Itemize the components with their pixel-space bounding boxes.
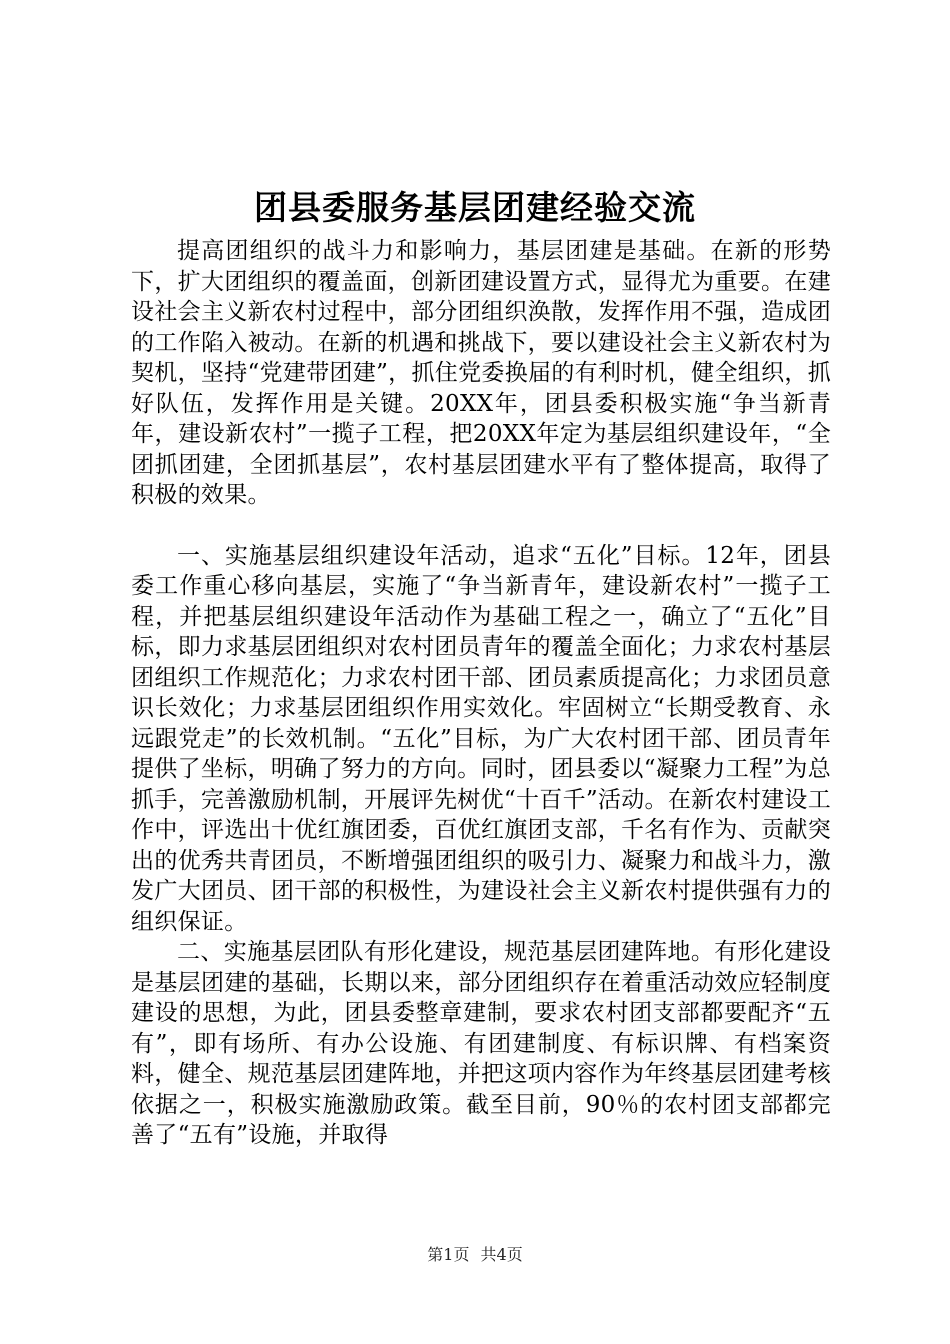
page-total: 共4页 [480,1245,523,1264]
paragraph-intro: 提高团组织的战斗力和影响力，基层团建是基础。在新的形势下，扩大团组织的覆盖面，创新团建设置方式，显得尤为重要。在建设社会主义新农村过程中，部分团组织涣散，发挥作用不强，造成团的工作陷入被动。在新的机遇和挑战下，要以建设社会主义新农村为契机，坚持“党建带团建”，抓住党委换届的有利时机，健全组织，抓好队伍，发挥作用是关键。20XX年，团县委积极实施“争当新青年，建设新农村”一揽子工程，把20XX年定为基层组织建设年，“全团抓团建，全团抓基层”，农村基层团建水平有了整体提高，取得了积极的效果。 [131,238,831,508]
document-title: 团县委服务基层团建经验交流 [254,188,696,227]
page-footer [0,1245,950,1265]
page-number: 第1页 [427,1245,470,1264]
paragraph-section-one: 一、实施基层组织建设年活动，追求“五化”目标。12年，团县委工作重心移向基层，实施了“争当新青年，建设新农村”一揽子工程，并把基层组织建设年活动作为基础工程之一，确立了“五化”目标，即力求基层团组织对农村团员青年的覆盖全面化；力求农村基层团组织工作规范化；力求农村团干部、团员素质提高化；力求团员意识长效化；力求基层团组织作用实效化。牢固树立“长期受教育、永远跟党走”的长效机制。“五化”目标，为广大农村团干部、团员青年提供了坐标，明确了努力的方向。同时，团县委以“凝聚力工程”为总抓手，完善激励机制，开展评先树优“十百千”活动。在新农村建设工作中，评选出十优红旗团委，百优红旗团支部，千名有作为、贡献突出的优秀共青团员，不断增强团组织的吸引力、凝聚力和战斗力，激发广大团员、团干部的积极性，为建设社会主义新农村提供强有力的组织保证。 [131,542,831,935]
document-body [131,236,831,1151]
paragraph-section-two: 二、实施基层团队有形化建设，规范基层团建阵地。有形化建设是基层团建的基础，长期以来，部分团组织存在着重活动效应轻制度建设的思想，为此，团县委整章建制，要求农村团支部都要配齐“五有”，即有场所、有办公设施、有团建制度、有标识牌、有档案资料，健全、规范基层团建阵地，并把这项内容作为年终基层团建考核依据之一，积极实施激励政策。截至目前，90％的农村团支部都完善了“五有”设施，并取得 [131,939,831,1148]
